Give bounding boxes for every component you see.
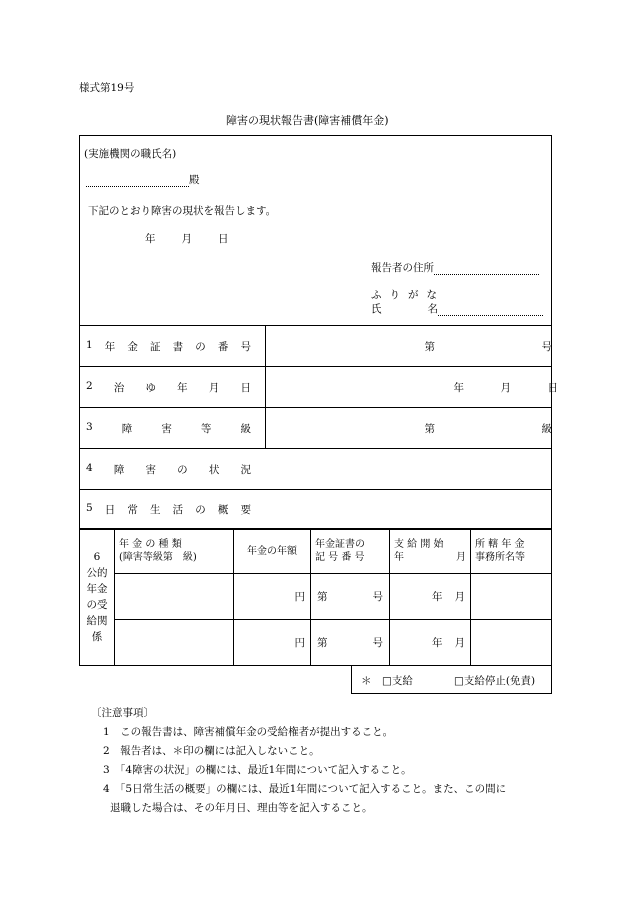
pension-kind-2[interactable]: [115, 620, 234, 666]
pension-office-1[interactable]: [471, 574, 552, 620]
form-number: 様式第19号: [79, 82, 135, 94]
reporter-address-label: 報告者の住所: [371, 262, 434, 274]
certificate-number-1[interactable]: 第 号: [311, 574, 390, 620]
header-certificate-number: 年金証書の 記 号 番 号: [311, 529, 390, 574]
reporter-name[interactable]: 氏 名: [371, 301, 543, 316]
row4-disability-status[interactable]: 4 障 害 の 状 況: [80, 449, 552, 490]
checkbox-payment[interactable]: □支給: [382, 675, 413, 687]
addressee-box: [79, 135, 552, 326]
payment-start-2[interactable]: 年 月: [390, 620, 471, 666]
row5-daily-life[interactable]: 5 日 常 生 活 の 概 要: [80, 490, 552, 530]
note-item: 1 この報告書は、障害補償年金の受給権者が提出すること。: [103, 726, 394, 738]
header-annual-amount: 年金の年額: [234, 529, 311, 574]
addressee-honorific: 殿: [189, 174, 200, 186]
checkbox-payment-suspended[interactable]: □支給停止(免責): [454, 675, 536, 687]
annual-amount-2[interactable]: 円: [234, 620, 311, 666]
header-payment-start: 支 給 開 始 年 月: [390, 529, 471, 574]
reporter-furigana: ふ り が な: [371, 289, 437, 301]
disability-grade-field[interactable]: 第 級: [266, 408, 552, 449]
payment-start-1[interactable]: 年 月: [390, 574, 471, 620]
official-use-box: [351, 665, 552, 694]
pension-section-label: 6 公的 年金 の受 給関 係: [80, 529, 115, 666]
certificate-number-2[interactable]: 第 号: [311, 620, 390, 666]
report-table: [79, 325, 558, 530]
pension-table: [79, 528, 552, 666]
note-item: 2 報告者は、＊印の欄には記入しないこと。: [103, 745, 320, 757]
reporter-address[interactable]: [371, 260, 539, 275]
asterisk-mark: ＊: [361, 675, 372, 687]
note-item: 退職した場合は、その年月日、理由等を記入すること。: [110, 802, 373, 814]
annual-amount-1[interactable]: 円: [234, 574, 311, 620]
addressee-label: (実施機関の職氏名): [84, 148, 177, 160]
note-item: 3 「4障害の状況」の欄には、最近1年間について記入すること。: [103, 764, 412, 776]
header-pension-office: 所 轄 年 金 事務所名等: [471, 529, 552, 574]
row3-label: 3 障 害 等 級: [80, 408, 266, 449]
form-title: 障害の現状報告書(障害補償年金): [226, 114, 389, 127]
certificate-number-field[interactable]: 第 号: [266, 326, 552, 367]
addressee-line[interactable]: [86, 172, 200, 187]
pension-kind-1[interactable]: [115, 574, 234, 620]
notes-heading: 〔注意事項〕: [91, 707, 154, 719]
row1-label: 1 年 金 証 書 の 番 号: [80, 326, 266, 367]
row2-label: 2 治 ゆ 年 月 日: [80, 367, 266, 408]
header-pension-kind: 年 金 の 種 類 (障害等級第 級): [115, 529, 234, 574]
pension-office-2[interactable]: [471, 620, 552, 666]
cure-date-field[interactable]: 年 月 日: [266, 367, 552, 408]
intro-text: 下記のとおり障害の現状を報告します。: [88, 205, 277, 217]
note-item: 4 「5日常生活の概要」の欄には、最近1年間について記入すること。また、この間に: [103, 783, 507, 795]
report-date[interactable]: 年 月 日: [145, 233, 229, 245]
